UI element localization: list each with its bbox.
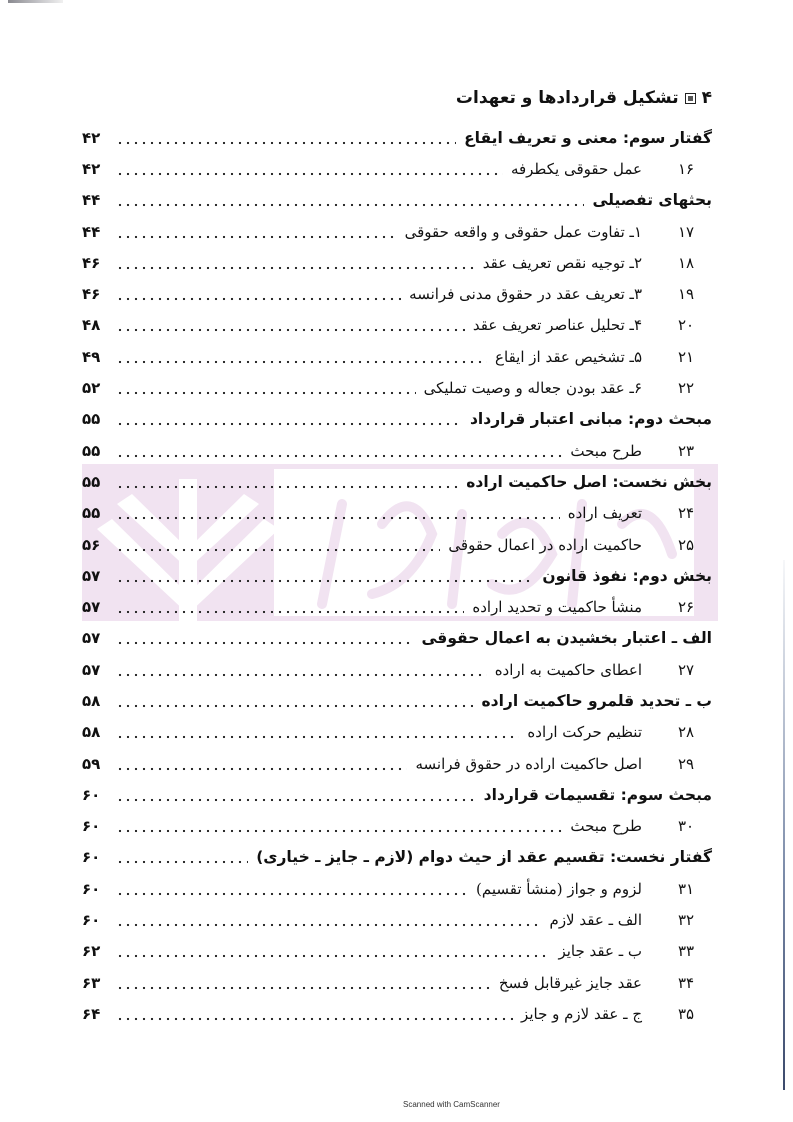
dot-leader <box>116 454 562 458</box>
page-reference: ۶۳ <box>82 973 101 992</box>
dot-leader <box>116 141 456 145</box>
dot-leader <box>116 266 475 270</box>
section-number: ۲۶ <box>677 598 695 617</box>
page-reference: ۵۶ <box>82 535 101 554</box>
toc-title: ۱ـ تفاوت عمل حقوقی و واقعه حقوقی <box>404 222 642 241</box>
dot-leader <box>116 986 491 990</box>
toc-title: طرح مبحث <box>570 441 642 460</box>
dot-leader <box>116 954 550 958</box>
dot-leader <box>116 610 464 614</box>
toc-title: ۶ـ عقد بودن جعاله و وصیت تملیکی <box>423 379 642 398</box>
toc-title: اصل حاکمیت اراده در حقوق فرانسه <box>415 754 642 773</box>
toc-title: عقد جایز غیرقابل فسخ <box>498 973 642 992</box>
book-title: تشکیل قراردادها و تعهدات <box>455 88 679 108</box>
toc-title: گفتار سوم: معنی و تعریف ایقاع <box>464 128 712 147</box>
dot-leader <box>116 860 248 864</box>
toc-heading[interactable] <box>82 466 712 497</box>
toc-entry[interactable] <box>82 529 712 560</box>
toc-title: مبحث دوم: مبانی اعتبار قرارداد <box>469 410 712 429</box>
running-head <box>456 88 712 108</box>
toc-entry[interactable] <box>82 591 712 622</box>
dot-leader <box>116 798 476 802</box>
toc-entry[interactable] <box>82 372 712 403</box>
section-number: ۲۲ <box>677 379 695 398</box>
toc-title: بخش دوم: نفوذ قانون <box>542 566 712 585</box>
dot-leader <box>116 360 487 364</box>
page-reference: ۵۲ <box>82 379 101 398</box>
section-number: ۱۸ <box>677 253 695 272</box>
section-number: ۳۳ <box>677 942 695 961</box>
page-reference: ۶۰ <box>82 848 101 867</box>
toc-entry[interactable] <box>82 153 712 184</box>
section-number: ۱۶ <box>677 159 695 178</box>
toc-entry[interactable] <box>82 435 712 466</box>
page-reference: ۵۵ <box>82 472 101 491</box>
section-number: ۲۱ <box>677 347 695 366</box>
toc-title: لزوم و جواز (منشأ تقسیم) <box>476 879 642 898</box>
toc-title: مبحث سوم: تقسیمات قرارداد <box>483 785 712 804</box>
page-reference: ۵۹ <box>82 754 101 773</box>
section-number: ۳۰ <box>677 817 695 836</box>
toc-entry[interactable] <box>82 278 712 309</box>
toc-heading[interactable] <box>82 185 712 216</box>
toc-entry[interactable] <box>82 341 712 372</box>
toc-title: ب ـ تحدید قلمرو حاکمیت اراده <box>481 691 712 710</box>
toc-title: اعطای حاکمیت به اراده <box>494 660 642 679</box>
toc-title: حاکمیت اراده در اعمال حقوقی <box>448 535 642 554</box>
dot-leader <box>116 297 401 301</box>
toc-title: منشأ حاکمیت و تحدید اراده <box>472 598 642 617</box>
section-number: ۲۵ <box>677 535 695 554</box>
page-reference: ۶۴ <box>82 1004 101 1023</box>
section-number: ۱۷ <box>677 222 695 241</box>
dot-leader <box>116 203 584 207</box>
section-number: ۳۲ <box>677 911 695 930</box>
page-reference: ۶۰ <box>82 785 101 804</box>
page-reference: ۴۶ <box>82 285 101 304</box>
page-reference: ۴۶ <box>82 253 101 272</box>
toc-title: ۴ـ تحلیل عناصر تعریف عقد <box>472 316 642 335</box>
page-reference: ۶۰ <box>82 911 101 930</box>
toc-title: بحثهای تفصیلی <box>592 191 712 210</box>
toc-heading[interactable] <box>82 685 712 716</box>
dot-leader <box>116 923 542 927</box>
table-of-contents <box>82 122 712 1030</box>
dot-leader <box>116 516 560 520</box>
toc-entry[interactable] <box>82 654 712 685</box>
toc-title: تنظیم حرکت اراده <box>527 723 642 742</box>
toc-entry[interactable] <box>82 216 712 247</box>
page-reference: ۶۲ <box>82 942 101 961</box>
page-reference: ۵۵ <box>82 441 101 460</box>
page-reference: ۴۴ <box>82 191 101 210</box>
dot-leader <box>116 485 458 489</box>
toc-title: گفتار نخست: تقسیم عقد از حیث دوام (لازم ـ جایز ـ خیاری) <box>256 848 712 867</box>
section-number: ۲۸ <box>677 723 695 742</box>
scan-page-edge <box>783 560 785 1090</box>
toc-title: ب ـ عقد جایز <box>558 942 642 961</box>
page-reference: ۵۸ <box>82 691 101 710</box>
toc-entry[interactable] <box>82 717 712 748</box>
section-number: ۳۴ <box>677 973 695 992</box>
toc-entry[interactable] <box>82 904 712 935</box>
dot-leader <box>116 673 487 677</box>
section-number: ۳۱ <box>677 879 695 898</box>
page-reference: ۴۲ <box>82 159 101 178</box>
toc-title: ج ـ عقد لازم و جایز <box>521 1004 642 1023</box>
toc-title: بخش نخست: اصل حاکمیت اراده <box>466 472 712 491</box>
section-number: ۲۳ <box>677 441 695 460</box>
toc-title: عمل حقوقی یکطرفه <box>510 159 642 178</box>
page-reference: ۵۸ <box>82 723 101 742</box>
scanner-footer: Scanned with CamScanner <box>403 1100 500 1109</box>
toc-heading[interactable] <box>82 122 712 153</box>
page-reference: ۴۸ <box>82 316 101 335</box>
dot-leader <box>116 579 534 583</box>
toc-title: الف ـ عقد لازم <box>549 911 642 930</box>
dot-leader <box>116 829 562 833</box>
toc-entry[interactable] <box>82 967 712 998</box>
section-number: ۱۹ <box>677 285 695 304</box>
section-number: ۲۷ <box>677 660 695 679</box>
toc-heading[interactable] <box>82 404 712 435</box>
page-reference: ۶۰ <box>82 879 101 898</box>
toc-entry[interactable] <box>82 998 712 1029</box>
toc-title: ۲ـ توجیه نقص تعریف عقد <box>482 253 642 272</box>
page-reference: ۵۷ <box>82 660 101 679</box>
section-number: ۳۵ <box>677 1004 695 1023</box>
dot-leader <box>116 704 473 708</box>
toc-title: ۳ـ تعریف عقد در حقوق مدنی فرانسه <box>409 285 642 304</box>
toc-heading[interactable] <box>82 842 712 873</box>
page-reference: ۴۴ <box>82 222 101 241</box>
toc-heading[interactable] <box>82 623 712 654</box>
page-number: ۴ <box>701 88 712 108</box>
toc-entry[interactable] <box>82 498 712 529</box>
section-number: ۲۴ <box>677 504 695 523</box>
toc-entry[interactable] <box>82 936 712 967</box>
dot-leader <box>116 172 503 176</box>
page-reference: ۵۷ <box>82 566 101 585</box>
toc-entry[interactable] <box>82 811 712 842</box>
page-reference: ۴۲ <box>82 128 101 147</box>
dot-leader <box>116 422 462 426</box>
toc-entry[interactable] <box>82 310 712 341</box>
toc-entry[interactable] <box>82 247 712 278</box>
section-number: ۲۰ <box>677 316 695 335</box>
toc-entry[interactable] <box>82 873 712 904</box>
toc-entry[interactable] <box>82 748 712 779</box>
dot-leader <box>116 235 397 239</box>
page-reference: ۵۷ <box>82 629 101 648</box>
dot-leader <box>116 391 416 395</box>
dot-leader <box>116 735 519 739</box>
dot-leader <box>116 328 465 332</box>
dot-leader <box>116 548 440 552</box>
toc-title: طرح مبحث <box>570 817 642 836</box>
scan-edge-mark <box>8 0 63 3</box>
dot-leader <box>116 641 414 645</box>
dot-leader <box>116 767 407 771</box>
toc-title: تعریف اراده <box>567 504 642 523</box>
dot-leader <box>116 1017 513 1021</box>
page-reference: ۴۹ <box>82 347 101 366</box>
toc-title: ۵ـ تشخیص عقد از ایقاع <box>495 347 642 366</box>
page-reference: ۵۷ <box>82 598 101 617</box>
dot-leader <box>116 892 468 896</box>
section-number: ۲۹ <box>677 754 695 773</box>
toc-heading[interactable] <box>82 560 712 591</box>
toc-heading[interactable] <box>82 779 712 810</box>
page-reference: ۵۵ <box>82 504 101 523</box>
page-reference: ۵۵ <box>82 410 101 429</box>
page-reference: ۶۰ <box>82 817 101 836</box>
square-bullet-icon <box>685 93 696 104</box>
toc-title: الف ـ اعتبار بخشیدن به اعمال حقوقی <box>421 629 712 648</box>
